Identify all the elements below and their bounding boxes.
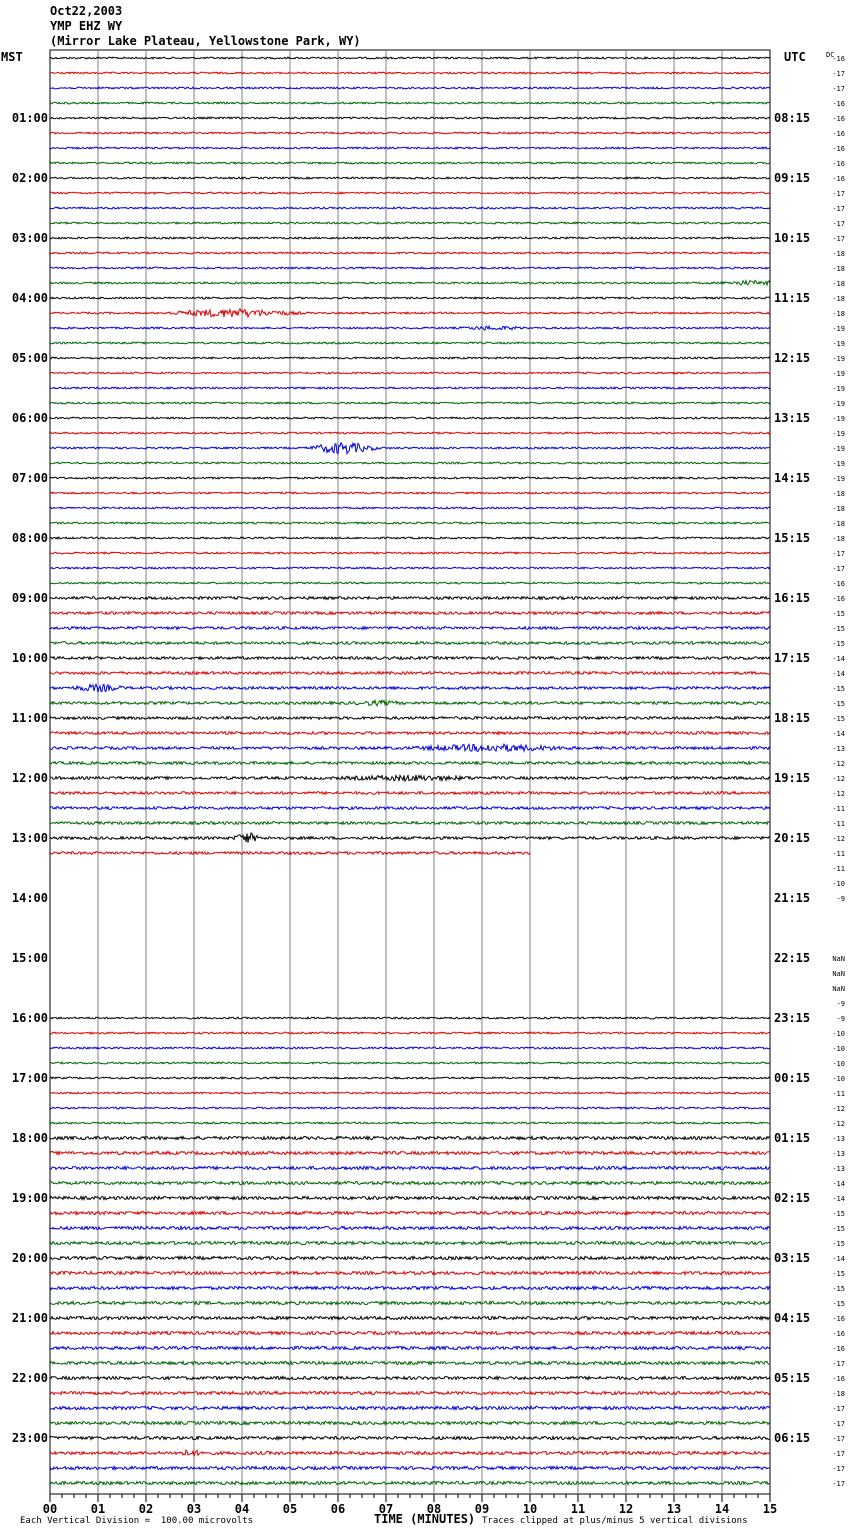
dc-offset-value: -16	[832, 55, 845, 63]
seismic-trace	[50, 222, 770, 224]
dc-offset-value: -14	[832, 730, 845, 738]
seismic-trace	[50, 252, 770, 254]
utc-hour-label: 04:15	[774, 1311, 811, 1325]
seismic-trace	[50, 1316, 770, 1319]
mst-hour-label: 12:00	[11, 771, 48, 785]
x-axis-title: TIME (MINUTES)	[374, 1512, 476, 1526]
utc-hour-label: 23:15	[774, 1011, 811, 1025]
seismic-trace	[50, 1271, 770, 1274]
dc-offset-value: -18	[832, 1390, 845, 1398]
station-code: YMP EHZ WY	[50, 19, 123, 33]
dc-offset-value: -10	[832, 1045, 845, 1053]
seismic-trace	[50, 57, 770, 59]
mst-hour-label: 01:00	[11, 111, 48, 125]
mst-hour-label: 10:00	[11, 651, 48, 665]
dc-offset-value: -12	[832, 1120, 845, 1128]
x-tick-label: 05	[282, 1502, 298, 1516]
utc-hour-label: 16:15	[774, 591, 811, 605]
seismic-trace	[50, 582, 770, 584]
mst-hour-label: 08:00	[11, 531, 48, 545]
seismic-trace	[50, 237, 770, 239]
seismic-trace	[50, 102, 770, 104]
utc-hour-label: 11:15	[774, 291, 811, 305]
mst-hour-label: 15:00	[11, 951, 48, 965]
dc-offset-value: -15	[832, 715, 845, 723]
mst-hour-label: 07:00	[11, 471, 48, 485]
seismic-trace	[50, 1077, 770, 1079]
seismic-trace	[50, 1196, 770, 1199]
seismic-trace	[50, 309, 770, 317]
left-timezone-label: MST	[1, 50, 23, 64]
dc-offset-value: -18	[832, 310, 845, 318]
utc-hour-label: 14:15	[774, 471, 811, 485]
utc-hour-label: 08:15	[774, 111, 811, 125]
dc-offset-value: -16	[832, 175, 845, 183]
seismic-trace	[50, 1450, 770, 1456]
seismic-trace	[50, 267, 770, 269]
dc-offset-value: -17	[832, 1405, 845, 1413]
utc-hour-label: 00:15	[774, 1071, 811, 1085]
seismic-trace	[50, 1241, 770, 1244]
dc-offset-value: -16	[832, 1330, 845, 1338]
dc-offset-value: -19	[832, 355, 845, 363]
dc-offset-value: -16	[832, 100, 845, 108]
mst-hour-label: 04:00	[11, 291, 48, 305]
seismic-trace	[50, 597, 770, 600]
dc-offset-value: -18	[832, 520, 845, 528]
dc-offset-value: -17	[832, 220, 845, 228]
seismic-trace	[50, 462, 770, 464]
clip-note: Traces clipped at plus/minus 5 vertical divisions	[482, 1516, 748, 1526]
dc-offset-value: -15	[832, 1270, 845, 1278]
dc-offset-value: -10	[832, 1075, 845, 1083]
x-tick-label: 12	[618, 1502, 634, 1516]
seismic-trace	[50, 1436, 770, 1439]
utc-hour-label: 22:15	[774, 951, 811, 965]
dc-offset-value: -16	[832, 580, 845, 588]
dc-offset-value: -15	[832, 1225, 845, 1233]
dc-offset-value: -19	[832, 475, 845, 483]
mst-hour-label: 14:00	[11, 891, 48, 905]
seismic-trace	[50, 372, 770, 374]
utc-hour-label: 18:15	[774, 711, 811, 725]
seismic-trace	[50, 432, 770, 434]
seismic-trace	[50, 1256, 770, 1259]
dc-offset-value: -17	[832, 1420, 845, 1428]
x-tick-label: 01	[90, 1502, 106, 1516]
seismic-trace	[50, 280, 770, 285]
mst-hour-label: 21:00	[11, 1311, 48, 1325]
seismic-trace	[50, 1136, 770, 1139]
seismic-trace	[50, 207, 770, 209]
seismic-trace	[50, 507, 770, 509]
dc-offset-value: -18	[832, 280, 845, 288]
dc-offset-value: -14	[832, 655, 845, 663]
dc-header-label: DC	[826, 51, 835, 59]
seismic-trace	[50, 552, 770, 554]
seismic-trace	[50, 700, 770, 705]
utc-hour-label: 17:15	[774, 651, 811, 665]
dc-offset-value: -11	[832, 850, 845, 858]
seismic-trace	[50, 132, 770, 134]
mst-hour-label: 18:00	[11, 1131, 48, 1145]
dc-offset-value: -19	[832, 370, 845, 378]
dc-offset-value: -19	[832, 325, 845, 333]
dc-offset-value: -10	[832, 1030, 845, 1038]
dc-offset-value: -17	[832, 190, 845, 198]
dc-offset-value: -9	[836, 895, 845, 903]
mst-hour-label: 02:00	[11, 171, 48, 185]
seismic-trace	[50, 87, 770, 89]
dc-offset-value: -9	[836, 1000, 845, 1008]
dc-offset-value: -12	[832, 760, 845, 768]
utc-hour-label: 02:15	[774, 1191, 811, 1205]
utc-hour-label: 15:15	[774, 531, 811, 545]
seismic-trace	[50, 1406, 770, 1409]
dc-offset-value: -19	[832, 340, 845, 348]
seismic-trace	[50, 477, 770, 479]
seismic-trace	[50, 402, 770, 404]
seismic-trace	[50, 775, 770, 781]
seismic-trace	[50, 117, 770, 119]
utc-hour-label: 20:15	[774, 831, 811, 845]
x-tick-label: 13	[666, 1502, 682, 1516]
seismic-trace	[50, 522, 770, 524]
seismic-trace	[50, 1421, 770, 1424]
dc-offset-value: -17	[832, 85, 845, 93]
dc-offset-value: -16	[832, 1315, 845, 1323]
seismic-trace	[50, 297, 770, 299]
mst-hour-label: 13:00	[11, 831, 48, 845]
dc-offset-value: -15	[832, 700, 845, 708]
seismic-trace	[50, 1181, 770, 1184]
dc-offset-value: -14	[832, 670, 845, 678]
mst-hour-label: 23:00	[11, 1431, 48, 1445]
seismic-trace	[50, 627, 770, 630]
dc-offset-value: -18	[832, 295, 845, 303]
dc-offset-value: -13	[832, 1165, 845, 1173]
scale-note: Each Vertical Division = 100.00 microvolts	[20, 1516, 253, 1526]
seismic-trace	[50, 807, 770, 810]
seismic-trace	[50, 1166, 770, 1169]
dc-offset-value: -18	[832, 505, 845, 513]
dc-offset-value: NaN	[832, 970, 845, 978]
dc-offset-value: -11	[832, 820, 845, 828]
x-tick-label: 08	[426, 1502, 442, 1516]
seismic-trace	[50, 162, 770, 164]
seismic-trace	[50, 443, 770, 454]
dc-offset-value: -10	[832, 1060, 845, 1068]
seismic-trace	[50, 1226, 770, 1229]
dc-offset-value: -12	[832, 835, 845, 843]
dc-offset-value: -19	[832, 400, 845, 408]
seismic-trace	[50, 387, 770, 389]
dc-offset-value: -14	[832, 1180, 845, 1188]
dc-offset-value: -16	[832, 1375, 845, 1383]
dc-offset-value: -15	[832, 1285, 845, 1293]
x-tick-label: 06	[330, 1502, 346, 1516]
dc-offset-value: -18	[832, 535, 845, 543]
utc-hour-label: 12:15	[774, 351, 811, 365]
seismic-trace	[50, 567, 770, 569]
dc-offset-value: -17	[832, 1360, 845, 1368]
seismic-trace	[50, 833, 770, 843]
dc-offset-value: -9	[836, 1015, 845, 1023]
dc-offset-value: -16	[832, 1345, 845, 1353]
mst-hour-label: 20:00	[11, 1251, 48, 1265]
dc-offset-value: -13	[832, 745, 845, 753]
utc-hour-label: 05:15	[774, 1371, 811, 1385]
dc-offset-value: -17	[832, 550, 845, 558]
mst-hour-label: 22:00	[11, 1371, 48, 1385]
dc-offset-value: -18	[832, 490, 845, 498]
mst-hour-label: 17:00	[11, 1071, 48, 1085]
seismic-trace	[50, 1211, 770, 1214]
seismic-trace	[50, 357, 770, 359]
seismic-trace	[50, 1331, 770, 1334]
dc-offset-value: -17	[832, 70, 845, 78]
dc-offset-value: -19	[832, 385, 845, 393]
dc-offset-value: -11	[832, 1090, 845, 1098]
seismic-trace	[50, 537, 770, 539]
seismic-trace	[50, 657, 770, 660]
mst-hour-label: 09:00	[11, 591, 48, 605]
seismic-trace	[50, 684, 770, 692]
seismic-trace	[50, 1151, 770, 1154]
dc-offset-value: -12	[832, 790, 845, 798]
utc-hour-label: 19:15	[774, 771, 811, 785]
x-tick-label: 00	[42, 1502, 58, 1516]
utc-hour-label: 01:15	[774, 1131, 811, 1145]
dc-offset-value: -12	[832, 775, 845, 783]
dc-offset-value: -17	[832, 1465, 845, 1473]
seismic-trace	[50, 1286, 770, 1289]
mst-hour-label: 05:00	[11, 351, 48, 365]
mst-hour-label: 19:00	[11, 1191, 48, 1205]
dc-offset-value: -11	[832, 805, 845, 813]
seismic-trace	[50, 1466, 770, 1469]
dc-offset-value: -19	[832, 445, 845, 453]
dc-offset-value: -15	[832, 685, 845, 693]
dc-offset-value: -10	[832, 880, 845, 888]
dc-offset-value: NaN	[832, 985, 845, 993]
seismic-trace	[50, 1481, 770, 1484]
mst-hour-label: 16:00	[11, 1011, 48, 1025]
seismic-trace	[50, 732, 770, 735]
dc-offset-value: -15	[832, 640, 845, 648]
seismic-trace	[50, 1062, 770, 1064]
dc-offset-value: -14	[832, 1195, 845, 1203]
seismic-trace	[50, 1391, 770, 1394]
x-tick-label: 03	[186, 1502, 202, 1516]
dc-offset-value: -17	[832, 1480, 845, 1488]
seismic-trace	[50, 1032, 770, 1034]
mst-hour-label: 06:00	[11, 411, 48, 425]
dc-offset-value: NaN	[832, 955, 845, 963]
dc-offset-value: -13	[832, 1150, 845, 1158]
seismic-trace	[50, 1107, 770, 1109]
dc-offset-value: -12	[832, 1105, 845, 1113]
dc-offset-value: -14	[832, 1255, 845, 1263]
dc-offset-value: -15	[832, 625, 845, 633]
seismic-trace	[50, 1047, 770, 1049]
seismic-trace	[50, 1346, 770, 1349]
seismic-trace	[50, 612, 770, 615]
dc-offset-value: -18	[832, 250, 845, 258]
plot-date: Oct22,2003	[50, 4, 123, 18]
seismic-trace	[50, 492, 770, 494]
mst-hour-label: 11:00	[11, 711, 48, 725]
dc-offset-value: -17	[832, 235, 845, 243]
dc-offset-value: -19	[832, 415, 845, 423]
dc-offset-value: -15	[832, 1210, 845, 1218]
seismic-trace	[50, 177, 770, 179]
seismic-trace	[50, 822, 770, 825]
station-location: (Mirror Lake Plateau, Yellowstone Park, WY)	[50, 34, 361, 48]
x-tick-label: 02	[138, 1502, 154, 1516]
utc-hour-label: 13:15	[774, 411, 811, 425]
seismic-trace	[50, 672, 770, 675]
x-tick-label: 07	[378, 1502, 394, 1516]
seismic-trace	[50, 417, 770, 419]
dc-offset-value: -19	[832, 460, 845, 468]
dc-offset-value: -16	[832, 130, 845, 138]
dc-offset-value: -13	[832, 1135, 845, 1143]
plot-frame	[50, 50, 770, 1494]
dc-offset-value: -15	[832, 1300, 845, 1308]
dc-offset-value: -16	[832, 160, 845, 168]
dc-offset-value: -11	[832, 865, 845, 873]
right-timezone-label: UTC	[784, 50, 806, 64]
mst-hour-label: 03:00	[11, 231, 48, 245]
seismic-trace	[50, 792, 770, 795]
utc-hour-label: 10:15	[774, 231, 811, 245]
dc-offset-value: -17	[832, 205, 845, 213]
utc-hour-label: 21:15	[774, 891, 811, 905]
dc-offset-value: -16	[832, 115, 845, 123]
seismic-trace	[50, 192, 770, 194]
dc-offset-value: -17	[832, 1450, 845, 1458]
seismic-trace	[50, 326, 770, 330]
dc-offset-value: -16	[832, 145, 845, 153]
x-tick-label: 11	[570, 1502, 586, 1516]
x-tick-label: 09	[474, 1502, 490, 1516]
seismic-trace	[50, 1122, 770, 1124]
x-tick-label: 15	[762, 1502, 778, 1516]
seismic-trace	[50, 72, 770, 74]
x-tick-label: 10	[522, 1502, 538, 1516]
dc-offset-value: -18	[832, 265, 845, 273]
x-tick-label: 14	[714, 1502, 730, 1516]
utc-hour-label: 09:15	[774, 171, 811, 185]
seismic-trace	[50, 642, 770, 645]
seismic-trace	[50, 1376, 770, 1379]
seismic-trace	[50, 342, 770, 344]
seismic-trace	[50, 147, 770, 149]
utc-hour-label: 06:15	[774, 1431, 811, 1445]
utc-hour-label: 03:15	[774, 1251, 811, 1265]
dc-offset-value: -17	[832, 1435, 845, 1443]
seismic-trace	[50, 1301, 770, 1304]
x-tick-label: 04	[234, 1502, 250, 1516]
seismic-trace	[50, 1017, 770, 1019]
seismic-trace	[50, 1361, 770, 1364]
dc-offset-value: -19	[832, 430, 845, 438]
dc-offset-value: -17	[832, 565, 845, 573]
seismic-trace	[50, 762, 770, 765]
seismic-trace	[50, 744, 770, 751]
seismic-trace	[50, 1092, 770, 1094]
dc-offset-value: -15	[832, 1240, 845, 1248]
dc-offset-value: -15	[832, 610, 845, 618]
dc-offset-value: -16	[832, 595, 845, 603]
seismic-trace	[50, 717, 770, 720]
